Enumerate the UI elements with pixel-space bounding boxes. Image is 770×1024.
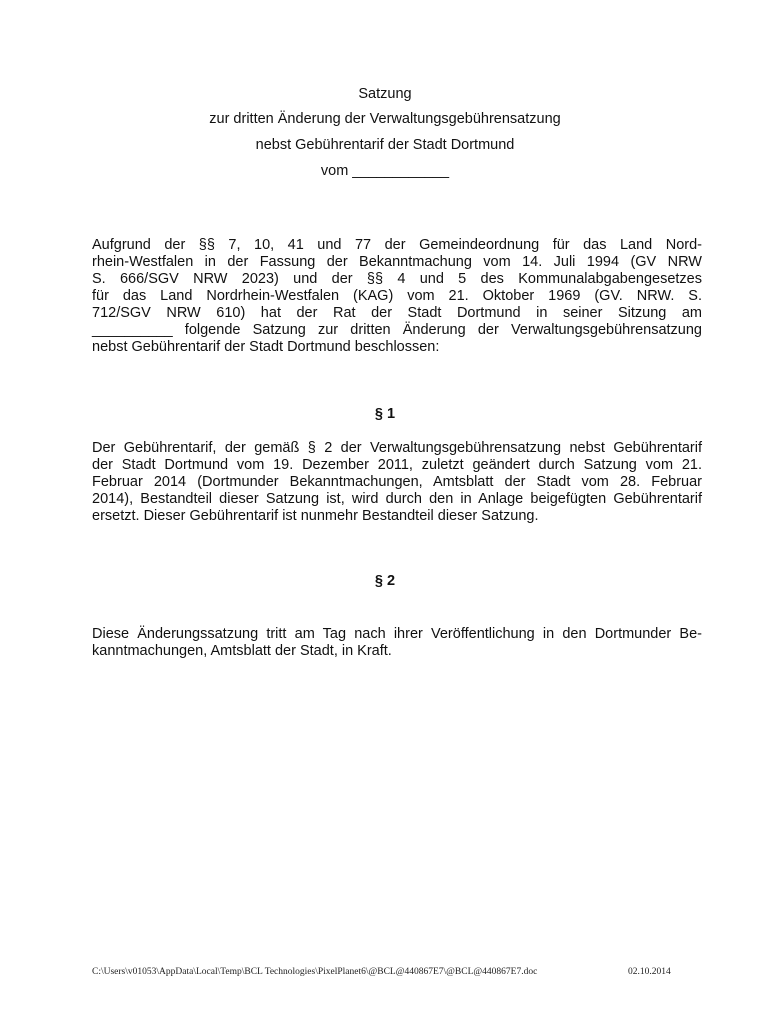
section-1-line: der Stadt Dortmund vom 19. Dezember 2011, zuletzt geändert durch Satzung vom 21.	[92, 457, 702, 473]
preamble-line: für das Land Nordrhein-Westfalen (KAG) vom 21. Oktober 1969 (GV. NRW. S.	[92, 288, 702, 304]
section-2-line: kanntmachungen, Amtsblatt der Stadt, in Kraft.	[92, 643, 392, 659]
section-1-paragraph	[92, 440, 702, 525]
document-date-line: vom ____________	[320, 163, 450, 179]
footer-date: 02.10.2014	[628, 967, 671, 977]
section-2-paragraph	[92, 626, 702, 660]
section-1-line: 2014), Bestandteil dieser Satzung ist, wird durch den in Anlage beigefügten Gebührentarif	[92, 491, 702, 507]
document-title: Satzung	[358, 86, 412, 102]
preamble-line: rhein-Westfalen in der Fassung der Bekanntmachung vom 14. Juli 1994 (GV NRW	[92, 254, 702, 270]
section-2-line: Diese Änderungssatzung tritt am Tag nach ihrer Veröffentlichung in den Dortmunder Be-	[92, 626, 702, 642]
preamble-line: Aufgrund der §§ 7, 10, 41 und 77 der Gemeindeordnung für das Land Nord-	[92, 237, 702, 253]
preamble-paragraph	[92, 237, 702, 356]
section-1-line: Der Gebührentarif, der gemäß § 2 der Verwaltungsgebührensatzung nebst Gebührentarif	[92, 440, 702, 456]
footer-file-path: C:\Users\v01053\AppData\Local\Temp\BCL Technologies\PixelPlanet6\@BCL@440867E7\@BCL@440867E7.doc	[92, 967, 538, 977]
preamble-line: nebst Gebührentarif der Stadt Dortmund beschlossen:	[92, 339, 440, 355]
preamble-line: S. 666/SGV NRW 2023) und der §§ 4 und 5 des Kommunalabgabengesetzes	[92, 271, 702, 287]
document-subtitle: zur dritten Änderung der Verwaltungsgebührensatzung	[209, 111, 561, 127]
section-1-line: ersetzt. Dieser Gebührentarif ist nunmehr Bestandteil dieser Satzung.	[92, 508, 539, 524]
section-1-line: Februar 2014 (Dortmunder Bekanntmachungen, Amtsblatt der Stadt vom 28. Februar	[92, 474, 702, 490]
document-subtitle-city: nebst Gebührentarif der Stadt Dortmund	[255, 137, 515, 153]
preamble-line: __________ folgende Satzung zur dritten Änderung der Verwaltungsgebührensatzung	[92, 322, 702, 338]
section-2-heading: § 2	[374, 573, 396, 589]
section-1-heading: § 1	[374, 406, 396, 422]
preamble-line: 712/SGV NRW 610) hat der Rat der Stadt Dortmund in seiner Sitzung am	[92, 305, 702, 321]
